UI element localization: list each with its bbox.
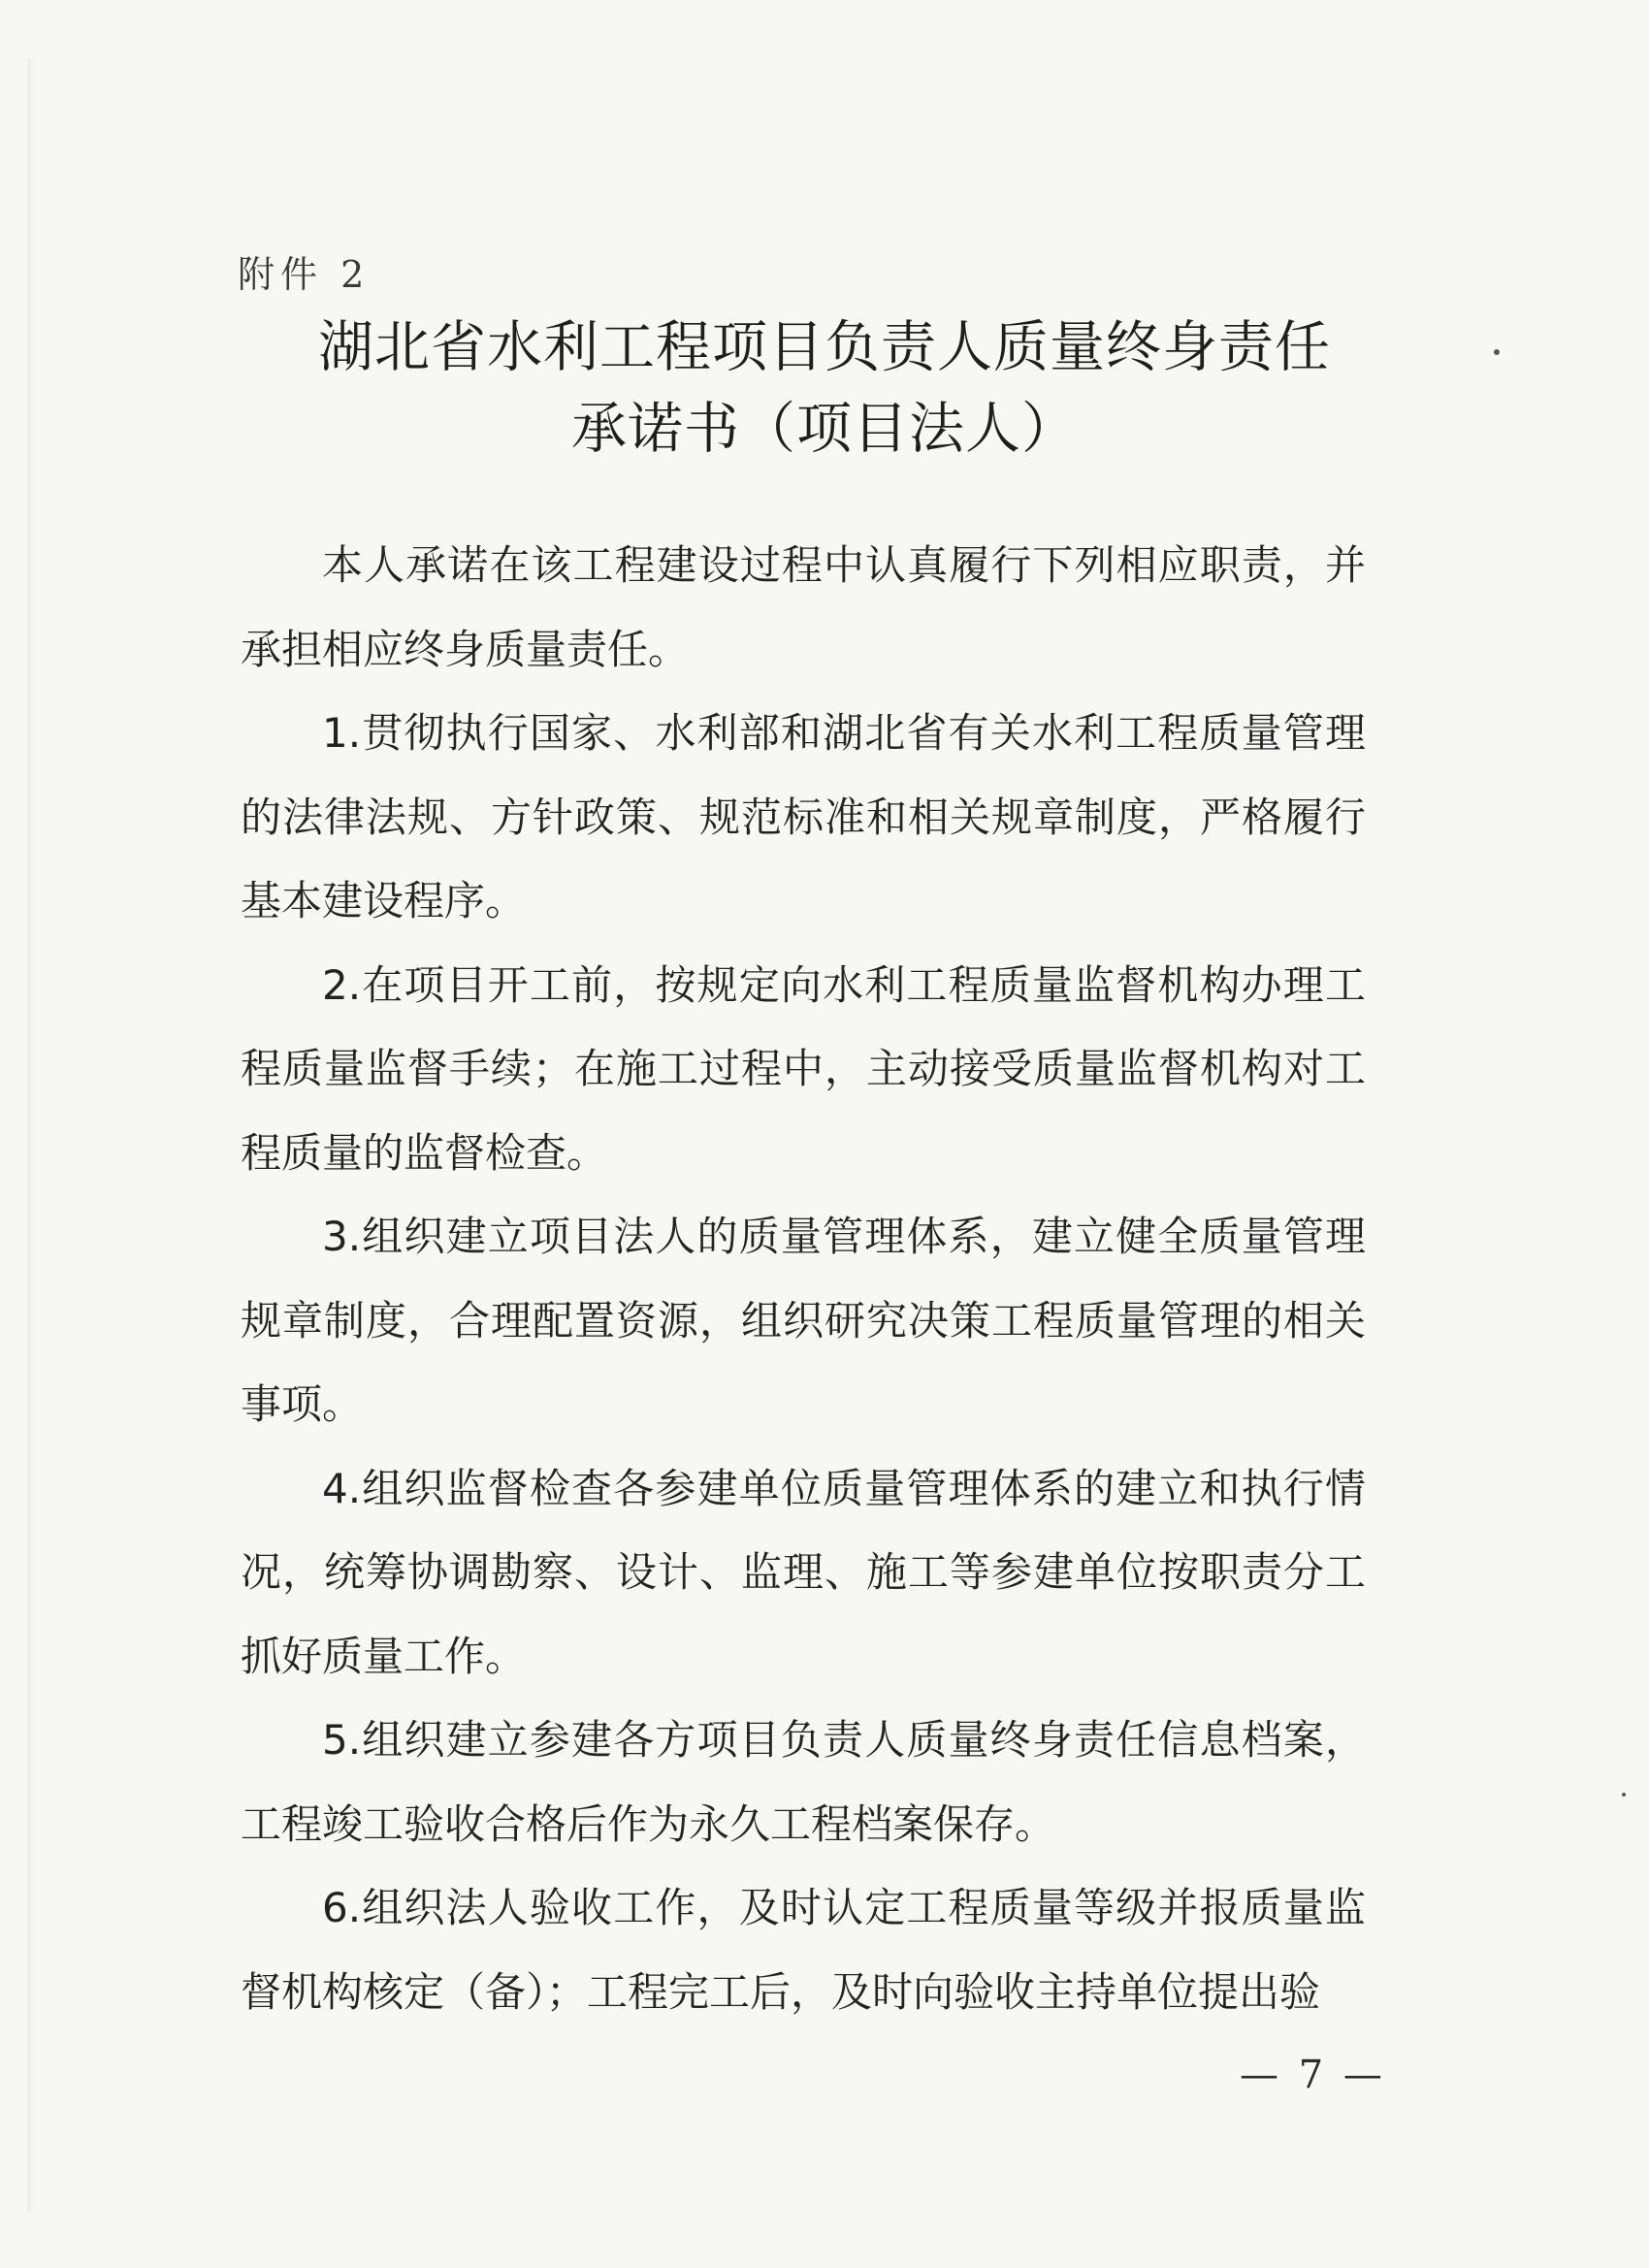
commitment-item-6: 6.组织法人验收工作，及时认定工程质量等级并报质量监督机构核定（备）；工程完工后，及时向验收主持单位提出验 — [241, 1884, 1366, 2016]
attachment-label: 附件 2 — [238, 253, 371, 296]
scan-edge-shadow — [27, 58, 35, 2212]
scan-speck — [1494, 349, 1500, 355]
commitment-item-5: 5.组织建立参建各方项目负责人质量终身责任信息档案，工程竣工验收合格后作为永久工程档案保存。 — [241, 1716, 1366, 1848]
commitment-item-2: 2.在项目开工前，按规定向水利工程质量监督机构办理工程质量监督手续；在施工过程中，主动接受质量监督机构对工程质量的监督检查。 — [241, 960, 1366, 1177]
document-title-line-1: 湖北省水利工程项目负责人质量终身责任 — [318, 315, 1331, 379]
commitment-item-4: 4.组织监督检查各参建单位质量管理体系的建立和执行情况，统筹协调勘察、设计、监理、施工等参建单位按职责分工抓好质量工作。 — [241, 1464, 1366, 1680]
intro-paragraph: 本人承诺在该工程建设过程中认真履行下列相应职责，并承担相应终身质量责任。 — [241, 541, 1366, 673]
document-title-line-2: 承诺书（项目法人） — [571, 397, 1078, 461]
page-number: — 7 — — [1240, 2053, 1386, 2097]
document-body — [241, 524, 1366, 2034]
scan-speck — [1622, 1793, 1626, 1797]
commitment-item-3: 3.组织建立项目法人的质量管理体系，建立健全质量管理规章制度，合理配置资源，组织研究决策工程质量管理的相关事项。 — [241, 1213, 1366, 1428]
commitment-item-1: 1.贯彻执行国家、水利部和湖北省有关水利工程质量管理的法律法规、方针政策、规范标准和相关规章制度，严格履行基本建设程序。 — [241, 709, 1366, 924]
